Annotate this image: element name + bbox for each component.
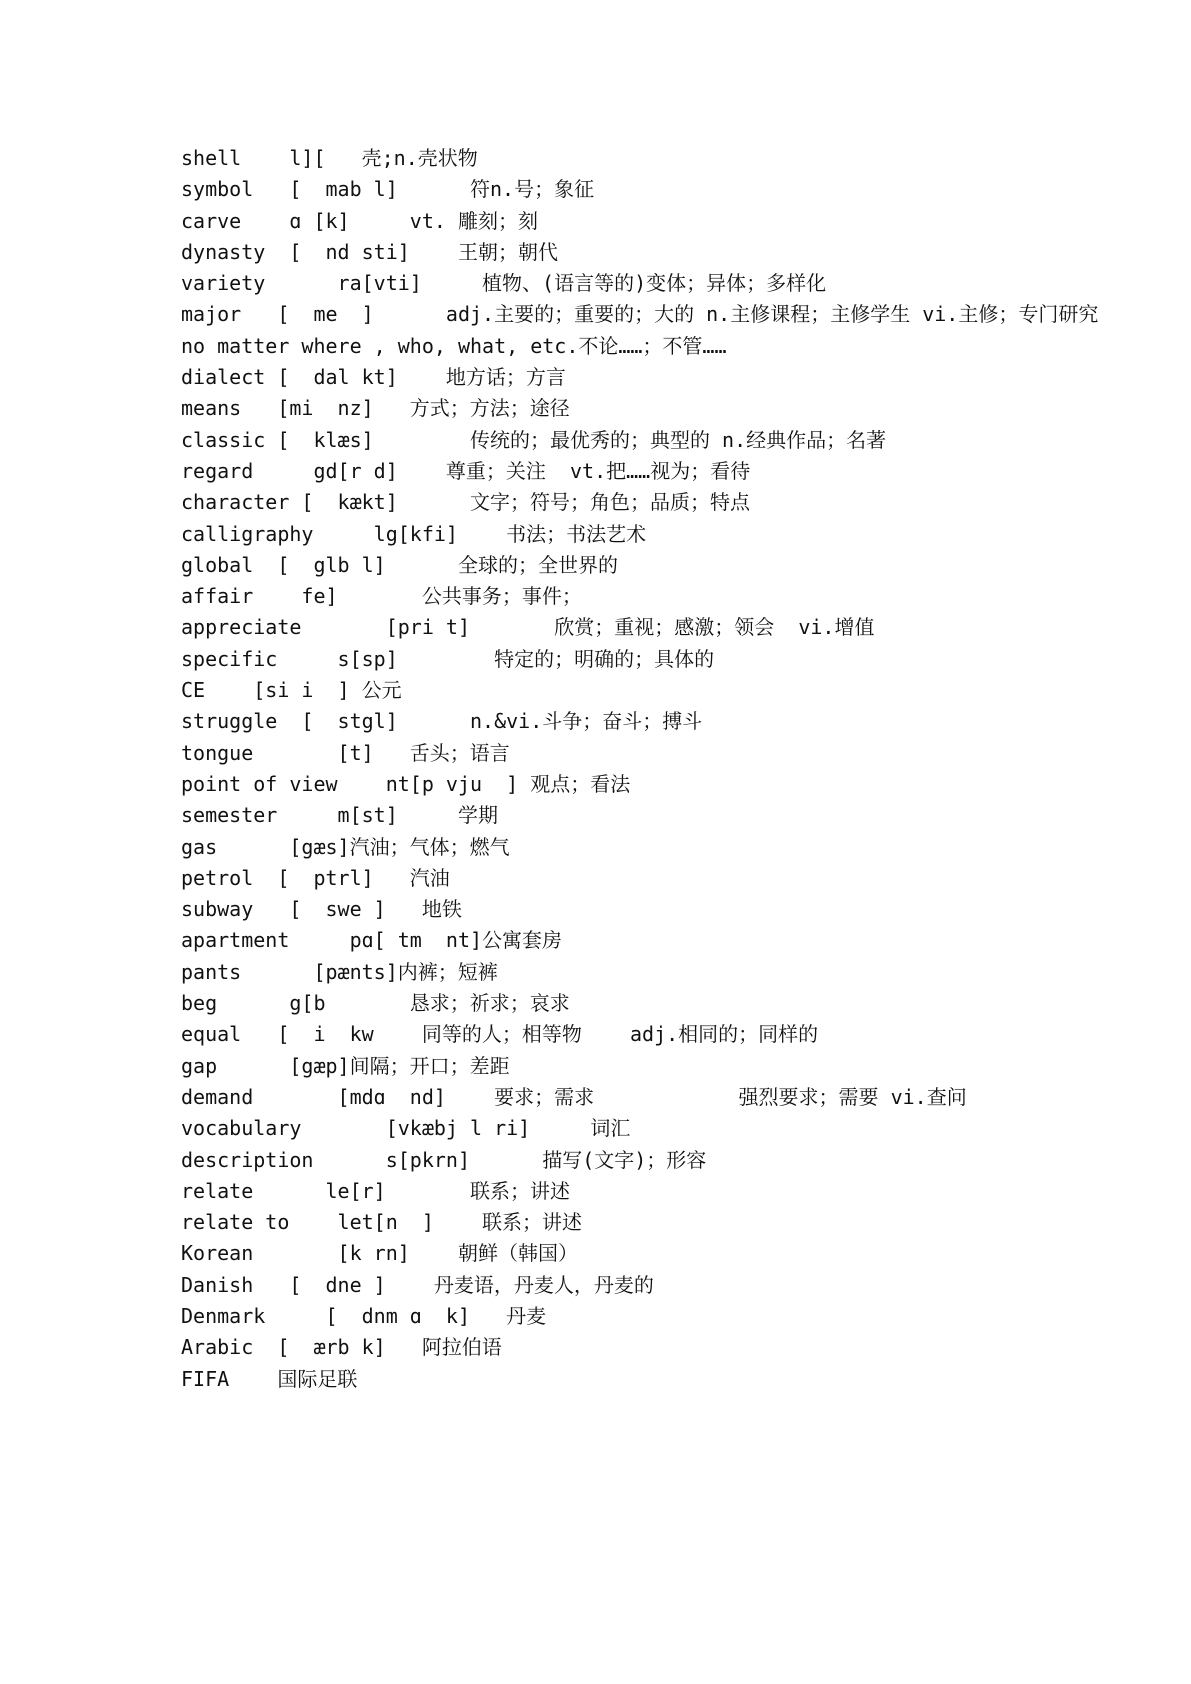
vocab-entry: calligraphy lg[kfi] 书法；书法艺术 — [181, 521, 647, 546]
vocab-entry: shell l][ 壳;n.壳状物 — [181, 146, 478, 170]
vocab-entry: gas [gæs]汽油；气体；燃气 — [181, 834, 510, 859]
vocab-entry: point of view nt[p vju ] 观点；看法 — [181, 771, 631, 796]
vocab-entry: petrol [ ptrl] 汽油 — [181, 865, 450, 890]
vocab-entry: regard gd[r d] 尊重；关注 vt.把……视为；看待 — [181, 458, 751, 483]
vocab-entry: beg g[b 恳求；祈求；哀求 — [181, 991, 570, 1016]
vocab-entry: Korean [k rn] 朝鲜（韩国） — [181, 1241, 578, 1266]
vocab-entry: vocabulary [vkæbj l ri] 词汇 — [181, 1116, 631, 1141]
vocab-entry: FIFA 国际足联 — [181, 1366, 358, 1391]
vocab-entry: struggle [ stgl] n.&vi.斗争；奋斗；搏斗 — [181, 709, 703, 734]
vocab-entry: CE [si i ] 公元 — [181, 678, 402, 703]
vocab-entry: subway [ swe ] 地铁 — [181, 897, 462, 922]
vocab-entry: global [ glb l] 全球的；全世界的 — [181, 552, 618, 577]
vocab-entry: character [ kækt] 文字；符号；角色；品质；特点 — [181, 490, 750, 515]
vocab-entry: demand [mdɑ nd] 要求；需求 强烈要求；需要 vi.查问 — [181, 1084, 967, 1109]
vocab-entry: apartment pɑ[ tm nt]公寓套房 — [181, 928, 563, 953]
vocab-entry: Arabic [ ærb k] 阿拉伯语 — [181, 1335, 502, 1360]
vocabulary-list — [181, 143, 1141, 1395]
vocab-entry: no matter where , who, what, etc.不论……；不管…… — [181, 333, 727, 358]
vocab-entry: tongue [t] 舌头；语言 — [181, 740, 510, 765]
vocab-entry: affair fe] 公共事务；事件； — [181, 584, 582, 609]
vocab-entry: major [ me ] adj.主要的；重要的；大的 n.主修课程；主修学生 vi.主修；专门研究 — [181, 302, 1099, 327]
vocab-entry: dynasty [ nd sti] 王朝；朝代 — [181, 239, 558, 264]
vocab-entry: pants [pænts]内裤；短裤 — [181, 959, 498, 984]
vocab-entry: equal [ i kw 同等的人；相等物 adj.相同的；同样的 — [181, 1022, 819, 1047]
vocab-entry: means [mi nz] 方式；方法；途径 — [181, 396, 570, 421]
vocab-entry: Danish [ dne ] 丹麦语，丹麦人，丹麦的 — [181, 1272, 654, 1297]
vocab-entry: carve ɑ [k] vt. 雕刻；刻 — [181, 208, 538, 233]
vocab-entry: gap [gæp]间隔；开口；差距 — [181, 1053, 510, 1078]
vocab-entry: semester m[st] 学期 — [181, 803, 498, 828]
vocab-entry: symbol [ mab l] 符n.号；象征 — [181, 177, 595, 202]
vocab-entry: classic [ klæs] 传统的；最优秀的；典型的 n.经典作品；名著 — [181, 427, 887, 452]
vocab-entry: variety ra[vti] 植物、(语言等的)变体；异体；多样化 — [181, 271, 827, 296]
vocab-entry: dialect [ dal kt] 地方话；方言 — [181, 365, 566, 390]
vocab-entry: relate to let[n ] 联系；讲述 — [181, 1210, 583, 1235]
vocab-entry: description s[pkrn] 描写(文字)；形容 — [181, 1147, 707, 1172]
vocab-entry: specific s[sp] 特定的；明确的；具体的 — [181, 646, 715, 671]
vocab-entry: relate le[r] 联系；讲述 — [181, 1178, 570, 1203]
vocab-entry: Denmark [ dnm ɑ k] 丹麦 — [181, 1303, 547, 1328]
vocab-entry: appreciate [pri t] 欣赏；重视；感激；领会 vi.增值 — [181, 615, 875, 640]
